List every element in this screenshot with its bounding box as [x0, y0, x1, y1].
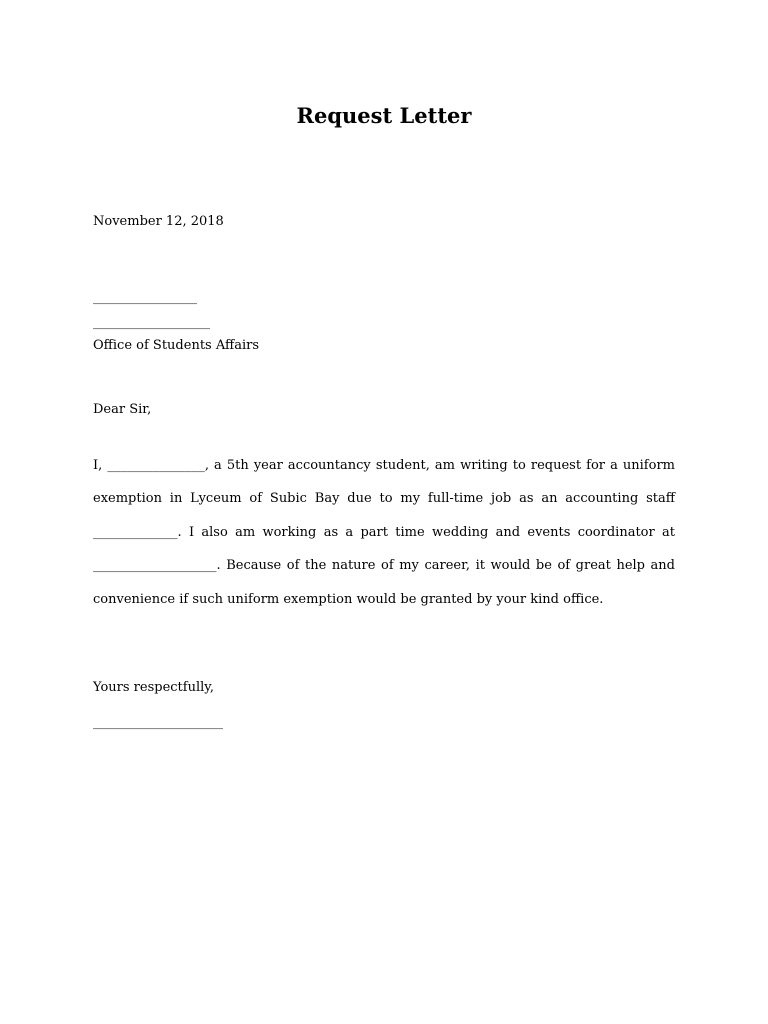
letter-date: November 12, 2018 — [93, 214, 224, 229]
signature-line: ____________________ — [93, 715, 223, 730]
page-title: Request Letter — [296, 103, 472, 128]
closing: Yours respectfully, — [93, 680, 215, 695]
recipient-office: Office of Students Affairs — [93, 338, 260, 353]
letter-body: I, _______________, a 5th year accountancy student, am writing to request for a uniform exemption in Lyceum of Subic Bay due to my full-time job as an accounting staff _____________. I also am working as a part time wedding and events coordinator at ___________________. Because of the nature of my career, it would be of great help and convenience if such uniform exemption would be granted by your kind office. — [93, 458, 675, 607]
salutation: Dear Sir, — [93, 402, 152, 417]
recipient-name-blank: ________________ — [93, 290, 197, 305]
recipient-title-blank: __________________ — [93, 315, 210, 330]
